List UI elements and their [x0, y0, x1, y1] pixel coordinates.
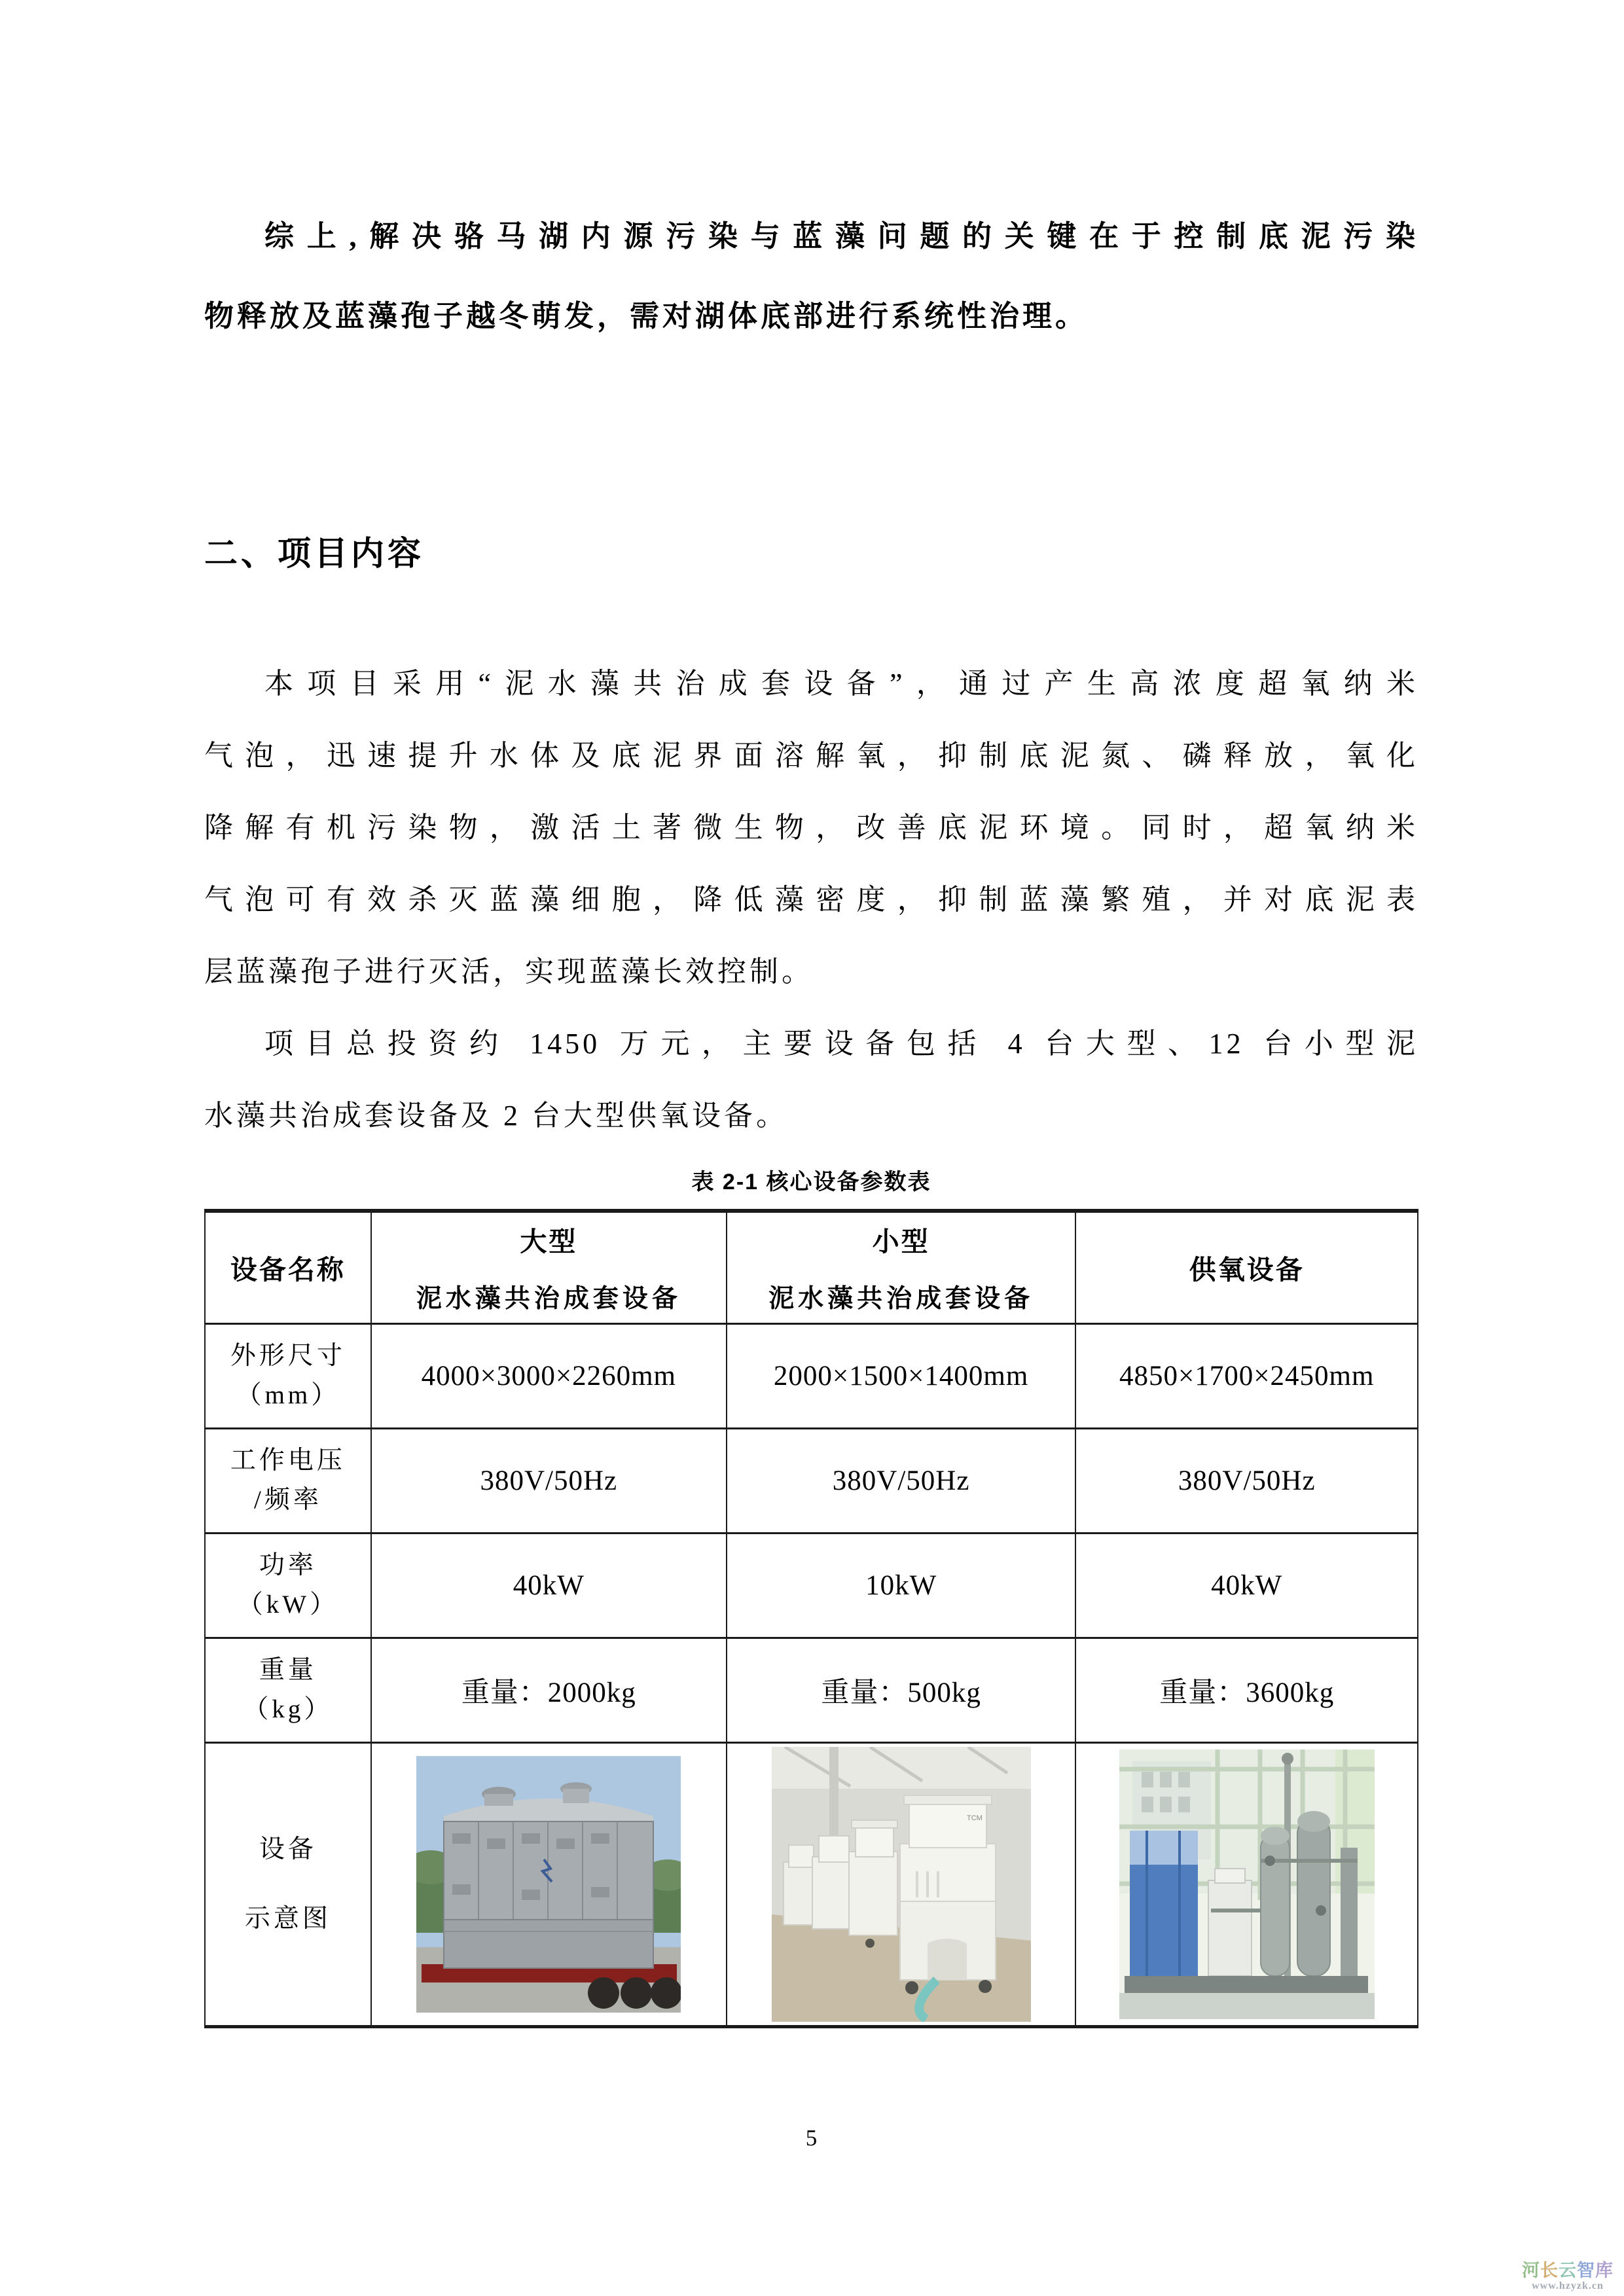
cell-photo-small-units — [727, 1742, 1076, 2026]
cell-dimensions-small: 2000×1500×1400mm — [727, 1323, 1076, 1428]
large-unit-photo — [416, 1756, 681, 2013]
watermark-char: 智 — [1577, 2260, 1595, 2280]
label-line: （kg） — [243, 1695, 333, 1723]
table-caption: 表 2-1 核心设备参数表 — [691, 1170, 931, 1194]
paragraph-line: 本项目采用“泥水藻共治成套设备”，通过产生高浓度超氧纳米 — [264, 668, 1418, 700]
cell-photo-large-unit — [371, 1742, 727, 2026]
header-line: 大型 — [520, 1227, 578, 1257]
watermark-char: 长 — [1540, 2260, 1559, 2280]
paragraph-line: 气泡可有效杀灭蓝藻细胞，降低藻密度，抑制蓝藻繁殖，并对底泥表 — [204, 884, 1418, 916]
header-oxygen-unit: 供氧设备 — [1075, 1211, 1418, 1323]
cell-voltage-large: 380V/50Hz — [371, 1428, 727, 1533]
row-label-power — [205, 1533, 371, 1638]
table-row-weight — [205, 1638, 1418, 1742]
label-line: （kW） — [237, 1590, 339, 1619]
label-line: /频率 — [254, 1486, 322, 1514]
cell-weight-large: 重量：2000kg — [371, 1638, 727, 1742]
row-label-weight — [205, 1638, 371, 1742]
paragraph-line: 气泡，迅速提升水体及底泥界面溶解氧，抑制底泥氮、磷释放，氧化 — [204, 740, 1418, 772]
table-row-photos — [205, 1742, 1418, 2026]
label-line: 工作电压 — [230, 1446, 346, 1475]
cell-power-small: 10kW — [727, 1533, 1076, 1638]
intro-paragraph — [204, 648, 1418, 1008]
paragraph-line: 降解有机污染物，激活土著微生物，改善底泥环境。同时，超氧纳米 — [204, 812, 1418, 844]
summary-paragraph — [204, 196, 1418, 356]
watermark-title — [1522, 2261, 1614, 2281]
header-small-unit — [727, 1211, 1076, 1323]
paragraph-line: 综上,解决骆马湖内源污染与蓝藻问题的关键在于控制底泥污染 — [264, 220, 1418, 253]
table-row-power — [205, 1533, 1418, 1638]
watermark-char: 库 — [1595, 2260, 1614, 2280]
label-line: 外形尺寸 — [230, 1342, 346, 1370]
paragraph-line: 项目总投资约 1450 万元，主要设备包括 4 台大型、12 台小型泥 — [264, 1028, 1418, 1060]
table-header-row — [205, 1211, 1418, 1323]
cell-power-large: 40kW — [371, 1533, 727, 1638]
label-line: （mm） — [236, 1381, 340, 1409]
watermark-char: 河 — [1522, 2260, 1540, 2280]
paragraph-line: 物释放及蓝藻孢子越冬萌发，需对湖体底部进行系统性治理。 — [204, 300, 1089, 332]
label-line: 设备 — [259, 1835, 317, 1863]
cell-voltage-small: 380V/50Hz — [727, 1428, 1076, 1533]
site-watermark — [1522, 2261, 1614, 2292]
label-line: 重量 — [259, 1656, 317, 1684]
table-row-voltage — [205, 1428, 1418, 1533]
paragraph-line: 层蓝藻孢子进行灭活，实现蓝藻长效控制。 — [204, 956, 814, 988]
header-line: 泥水藻共治成套设备 — [416, 1285, 681, 1314]
svg-text:TCM: TCM — [966, 1814, 983, 1822]
row-label-photos — [205, 1742, 371, 2026]
oxygen-system-photo — [1119, 1749, 1375, 2019]
small-units-photo — [772, 1747, 1031, 2022]
header-line: 泥水藻共治成套设备 — [768, 1285, 1034, 1314]
cell-voltage-oxygen: 380V/50Hz — [1075, 1428, 1418, 1533]
cell-weight-small: 重量：500kg — [727, 1638, 1076, 1742]
header-line: 小型 — [872, 1227, 930, 1257]
cell-dimensions-oxygen: 4850×1700×2450mm — [1075, 1323, 1418, 1428]
header-large-unit — [371, 1211, 727, 1323]
cell-photo-oxygen-system — [1075, 1742, 1418, 2026]
label-line: 功率 — [259, 1551, 317, 1579]
label-line: 示意图 — [244, 1904, 331, 1933]
section-heading: 二、项目内容 — [204, 535, 425, 572]
cell-power-oxygen: 40kW — [1075, 1533, 1418, 1638]
equipment-parameters-table — [204, 1209, 1418, 2028]
row-label-voltage — [205, 1428, 371, 1533]
page-number: 5 — [805, 2125, 818, 2151]
watermark-char: 云 — [1559, 2260, 1577, 2280]
table-row-dimensions — [205, 1323, 1418, 1428]
investment-paragraph — [204, 1008, 1418, 1152]
row-label-dimensions — [205, 1323, 371, 1428]
header-device-name: 设备名称 — [205, 1211, 371, 1323]
cell-weight-oxygen: 重量：3600kg — [1075, 1638, 1418, 1742]
watermark-url: www.hzyzk.cn — [1532, 2280, 1604, 2292]
paragraph-line: 水藻共治成套设备及 2 台大型供氧设备。 — [204, 1100, 788, 1132]
cell-dimensions-large: 4000×3000×2260mm — [371, 1323, 727, 1428]
